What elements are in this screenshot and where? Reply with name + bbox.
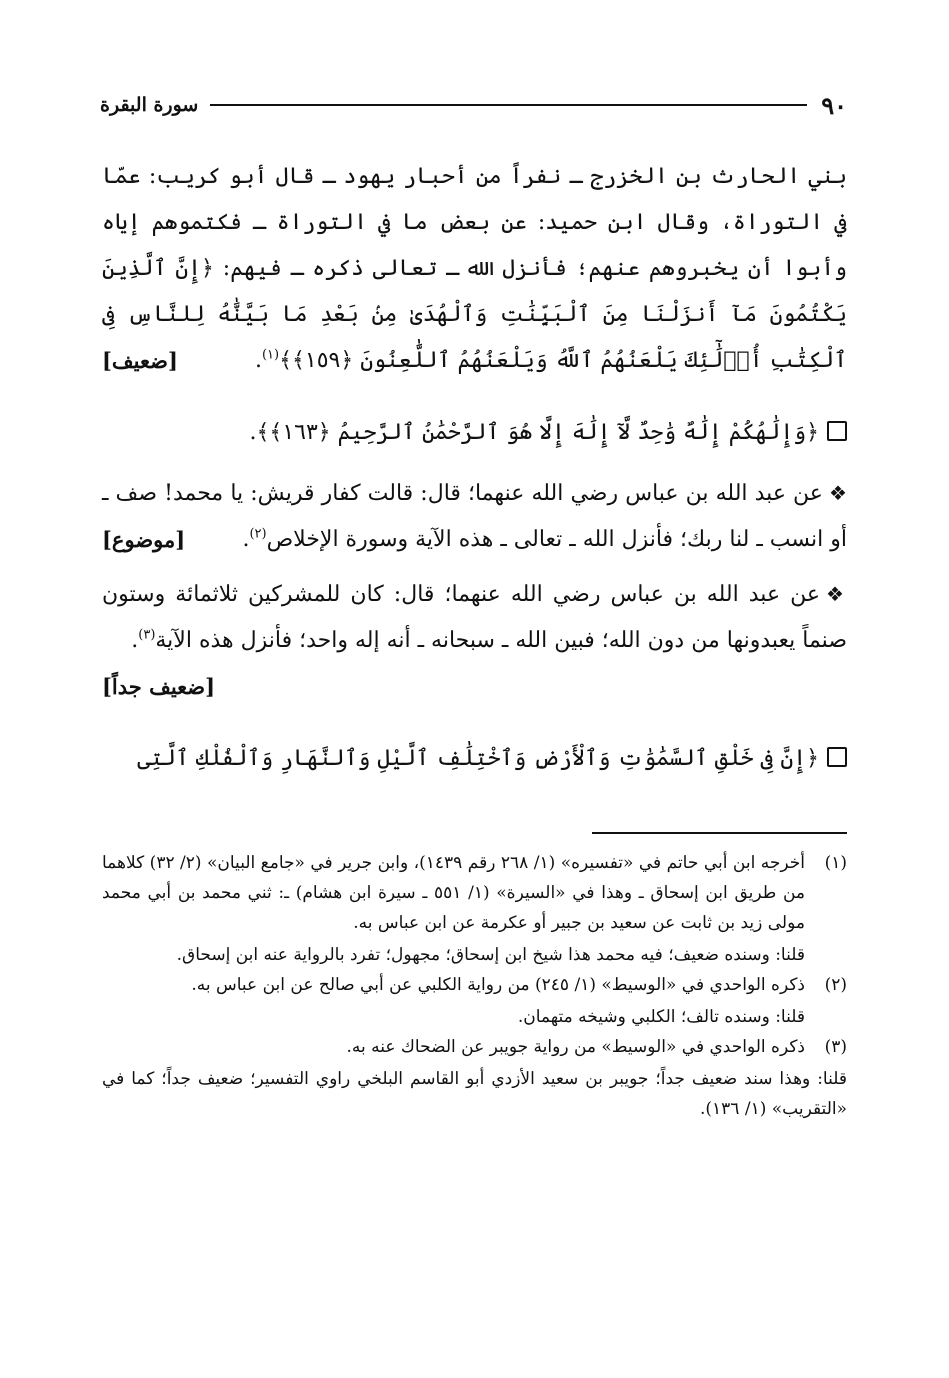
footnote-3: [102, 1032, 847, 1062]
square-bullet-icon: [827, 747, 847, 767]
grade-weak: [ضعيف]: [102, 348, 178, 373]
footnotes: [102, 848, 847, 1124]
surah-title: سورة البقرة: [100, 94, 199, 116]
ayah-heading-1: [102, 410, 847, 456]
footnote-1: [102, 848, 847, 938]
footnote-ref-1: (١): [261, 347, 280, 363]
footnote-ref-2: (٢): [249, 526, 267, 542]
square-bullet-icon: [827, 421, 847, 441]
footnote-ref-3: (٣): [138, 627, 156, 643]
footnote-3-note: قلنا: وهذا سند ضعيف جداً؛ جويبر بن سعيد الأزدي أبو القاسم البلخي راوي التفسير؛ ضعيف جداً؛ كما في «التقريب» (١/ ١٣٦).: [102, 1069, 847, 1119]
footnote-text: ذكره الواحدي في «الوسيط» (١/ ٢٤٥) من رواية الكلبي عن أبي صالح عن ابن عباس به.: [191, 975, 805, 995]
ayah-heading-2: [102, 736, 847, 782]
footnote-number: (٢): [824, 975, 847, 995]
page-header: [100, 88, 847, 122]
page-number: ٩٠: [821, 90, 847, 120]
header-rule: [210, 104, 807, 106]
paragraph-1: [102, 154, 847, 384]
hadith-1-end: .: [242, 527, 250, 552]
main-text: [102, 154, 847, 796]
footnote-number: (٣): [824, 1037, 847, 1057]
ayah-2-text: ﴿إِنَّ فِى خَلْقِ ٱلسَّمَٰوَٰتِ وَٱلْأَرْضِ وَٱخْتِلَٰفِ ٱلَّيْلِ وَٱلنَّهَارِ وَٱلْفُلْكِ ٱلَّتِى: [137, 746, 819, 771]
footnote-text: أخرجه ابن أبي حاتم في «تفسيره» (١/ ٢٦٨ رقم ١٤٣٩)، وابن جرير في «جامع البيان» (٢/ ٣٢) كلاهما من طريق ابن إسحاق ـ وهذا في «السيرة» (١/ ٥٥١ ـ سيرة ابن هشام) ـ: ثني محمد بن أبي محمد مولى زيد بن ثابت عن سعيد بن جبير أو عكرمة عن ابن عباس به.: [102, 853, 805, 933]
footnote-1-note: قلنا: وسنده ضعيف؛ فيه محمد هذا شيخ ابن إسحاق؛ مجهول؛ تفرد بالرواية عنه ابن إسحاق.: [176, 945, 805, 965]
footnote-text: ذكره الواحدي في «الوسيط» من رواية جويبر عن الضحاك عنه به.: [346, 1037, 805, 1057]
ayah-1-text: ﴿وَإِلَٰهُكُمْ إِلَٰهٌ وَٰحِدٌ لَّآ إِلَٰهَ إِلَّا هُوَ ٱلرَّحْمَٰنُ ٱلرَّحِيمُ ﴿١٦٣﴾﴾.: [249, 420, 819, 445]
hadith-1: [102, 470, 847, 563]
star-bullet-icon: ❖: [828, 481, 847, 505]
hadith-2: [102, 571, 847, 710]
star-bullet-icon: ❖: [826, 582, 847, 606]
footnote-number: (١): [824, 853, 847, 873]
hadith-2-end: .: [131, 628, 139, 653]
footnote-2: [102, 970, 847, 1000]
footnote-separator: [592, 832, 847, 834]
hadith-2-text: عن عبد الله بن عباس رضي الله عنهما؛ قال: كان للمشركين ثلاثمائة وستون صنماً يعبدونها من دون الله؛ فبين الله ـ سبحانه ـ أنه إله واحد؛ فأنزل هذه الآية: [102, 582, 847, 653]
grade-fabricated: [موضوع]: [102, 527, 186, 552]
footnote-2-note: قلنا: وسنده تالف؛ الكلبي وشيخه متهمان.: [517, 1007, 805, 1027]
paragraph-1-text: بني الحارث بن الخزرج ـ نفراً من أحبار يهود ـ قال أبو كريب: عمّا في التوراة، وقال ابن حميد: عن بعض ما في التوراة ـ فكتموهم إياه وأبوا أن يخبروهم عنهم؛ فأنزل الله ـ تعالى ذكره ـ فيهم: ﴿إِنَّ ٱلَّذِينَ يَكْتُمُونَ مَآ أَنزَلْنَا مِنَ ٱلْبَيِّنَٰتِ وَٱلْهُدَىٰ مِنۢ بَعْدِ مَا بَيَّنَّٰهُ لِلنَّاسِ فِى ٱلْكِتَٰبِ أُو۟لَٰٓئِكَ يَلْعَنُهُمُ ٱللَّهُ وَيَلْعَنُهُمُ ٱللَّٰعِنُونَ ﴿١٥٩﴾﴾: [102, 164, 847, 373]
grade-very-weak: [ضعيف جداً]: [102, 674, 216, 699]
hadith-1-text: عن عبد الله بن عباس رضي الله عنهما؛ قال: قالت كفار قريش: يا محمد! صف ـ أو انسب ـ لنا ربك؛ فأنزل الله ـ تعالى ـ هذه الآية وسورة الإخلاص: [102, 481, 847, 552]
paragraph-1-end: .: [254, 348, 262, 373]
